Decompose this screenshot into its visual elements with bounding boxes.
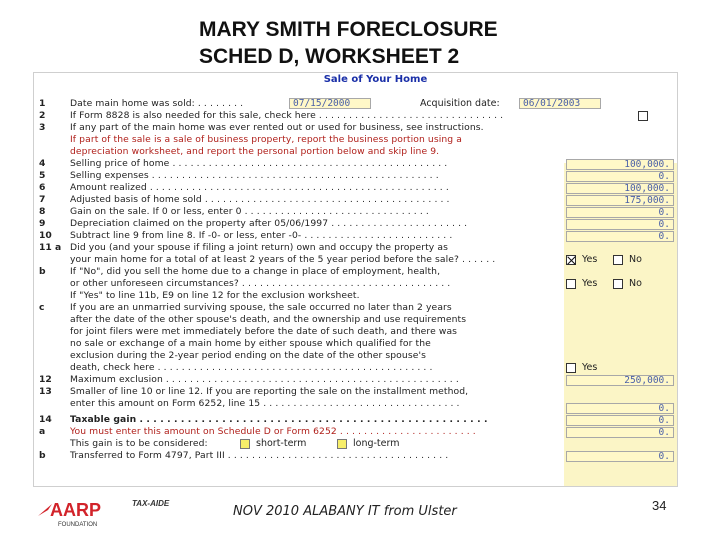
line-text: Depreciation claimed on the property after 05/06/1997 . . . . . . . . . . . . . . . . . . . . . . . [70,218,468,229]
aarp-wordmark: AARP [50,500,102,520]
footer-caption: NOV 2010 ALABANY IT from Ulster [233,504,457,519]
line-number: c [39,302,45,313]
line-11b-note [34,290,678,302]
long-term-label: long-term [353,438,400,449]
aarp-taxaide-logo [34,494,184,530]
line-text: or other unforeseen circumstances? . . . . . . . . . . . . . . . . . . . . . . . . . . . . . . . . . . . [70,278,451,289]
line-text: Amount realized . . . . . . . . . . . . . . . . . . . . . . . . . . . . . . . . . . . . . . . . . . . . . . . . . . [70,182,449,193]
line-3-cont2 [34,146,678,158]
tax-aide-text: TAX-AIDE [132,499,170,508]
line-number: 4 [39,158,46,169]
line-text: after the date of the other spouse's death, and the ownership and use requirements [70,314,467,325]
line-text: Date main home was sold: . . . . . . . . [70,98,244,109]
line-number: 13 [39,386,52,397]
line11b-no-checkbox[interactable] [613,279,623,289]
line-text: Subtract line 9 from line 8. If -0- or less, enter -0- . . . . . . . . . . . . . . . . . . . . . . . . . [70,230,453,241]
line-11c-cont1 [34,314,678,326]
line-text: Smaller of line 10 or line 12. If you are reporting the sale on the installment method, [70,386,469,397]
form-8828-checkbox[interactable] [638,111,648,121]
acquisition-date-field[interactable]: 06/01/2003 [519,98,601,109]
line-2 [34,110,678,122]
line-number: 11 a [39,242,62,253]
line-text: no sale or exchange of a main home by either spouse which qualified for the [70,338,431,349]
line-text: If Form 8828 is also needed for this sale, check here . . . . . . . . . . . . . . . . . . . . . . . . . . . . . . . [70,110,504,121]
line-3-cont [34,134,678,146]
line-text: You must enter this amount on Schedule D or Form 6252 . . . . . . . . . . . . . . . . . . . . . . . [70,426,476,437]
no-label: No [629,278,642,289]
gain-on-sale-amount[interactable]: 0. [566,207,674,218]
line-text: Transferred to Form 4797, Part III . . . . . . . . . . . . . . . . . . . . . . . . . . . . . . . . . . . . . [70,450,449,461]
line-number: b [39,266,46,277]
line-number: 14 [39,414,52,425]
slide-title [199,16,619,70]
line-text: If you are an unmarried surviving spouse, the sale occurred no later than 2 years [70,302,452,313]
yes-label: Yes [582,362,598,373]
line-text: for joint filers were met immediately before the date of such death, and there was [70,326,458,337]
line11a-yes-checkbox[interactable] [566,255,576,265]
line-11c-cont3 [34,338,678,350]
acquisition-date-label: Acquisition date: [420,98,500,109]
slide-title-line2: SCHED D, WORKSHEET 2 [199,45,460,68]
form-4797-amount[interactable]: 0. [566,451,674,462]
aarp-logo-graphic [34,494,184,530]
yes-label: Yes [582,278,598,289]
line-text: Selling price of home . . . . . . . . . . . . . . . . . . . . . . . . . . . . . . . . . . . . . . . . . . . . . . [70,158,448,169]
line-number: 10 [39,230,52,241]
line-text: Adjusted basis of home sold . . . . . . . . . . . . . . . . . . . . . . . . . . . . . . . . . . . . . . . . . [70,194,450,205]
line-text: exclusion during the 2-year period ending on the date of the other spouse's [70,350,426,361]
line-text: Did you (and your spouse if filing a joint return) own and occupy the property as [70,242,448,253]
line-text: Maximum exclusion . . . . . . . . . . . . . . . . . . . . . . . . . . . . . . . . . . . . . . . . . . . . . . . . . [70,374,459,385]
line11b-yes-checkbox[interactable] [566,279,576,289]
amount-realized-amount[interactable]: 100,000. [566,183,674,194]
line-11a [34,242,678,254]
line-number: 2 [39,110,46,121]
line-text: Taxable gain . . . . . . . . . . . . . . . . . . . . . . . . . . . . . . . . . . . . . . . . . . . . . . . . . . . [70,414,488,425]
line-text: depreciation worksheet, and report the personal portion below and skip line 9. [70,146,440,157]
depreciation-amount[interactable]: 0. [566,219,674,230]
date-sold-field[interactable]: 07/15/2000 [289,98,371,109]
schedule-d-amount[interactable]: 0. [566,427,674,438]
line-11c [34,302,678,314]
line-text: death, check here . . . . . . . . . . . . . . . . . . . . . . . . . . . . . . . . . . . . . . . . . . . . . . [70,362,433,373]
line-text: your main home for a total of at least 2 years of the 5 year period before the sale? . . . . . . [70,254,496,265]
line-text: If "Yes" to line 11b, E9 on line 12 for the exclusion worksheet. [70,290,360,301]
line-11c-cont2 [34,326,678,338]
line-11c-cont4 [34,350,678,362]
subtract-line9-amount[interactable]: 0. [566,231,674,242]
slide-title-line1: MARY SMITH FORECLOSURE [199,18,498,41]
line-number: 12 [39,374,52,385]
maximum-exclusion-amount[interactable]: 250,000. [566,375,674,386]
line-number: 7 [39,194,46,205]
line-number: 9 [39,218,46,229]
line-text: Selling expenses . . . . . . . . . . . . . . . . . . . . . . . . . . . . . . . . . . . . . . . . . . . . . . . . [70,170,439,181]
line-number: 3 [39,122,46,133]
line-text: If any part of the main home was ever rented out or used for business, see instructions. [70,122,484,133]
form-header: Sale of Your Home [323,74,428,85]
line-3 [34,122,678,134]
sale-of-home-worksheet [33,72,678,487]
yes-label: Yes [582,254,598,265]
short-term-checkbox[interactable] [240,439,250,449]
long-term-checkbox[interactable] [337,439,347,449]
line-text: enter this amount on Form 6252, line 15 . . . . . . . . . . . . . . . . . . . . . . . . . . . . . . . . . [70,398,460,409]
line-number: 5 [39,170,46,181]
taxable-gain-amount[interactable]: 0. [566,415,674,426]
selling-expenses-amount[interactable]: 0. [566,171,674,182]
adjusted-basis-amount[interactable]: 175,000. [566,195,674,206]
line-number: 1 [39,98,46,109]
line-number: 6 [39,182,46,193]
line-13 [34,386,678,398]
line-11b [34,266,678,278]
line-text: If "No", did you sell the home due to a change in place of employment, health, [70,266,441,277]
line-number: 8 [39,206,46,217]
selling-price-amount[interactable]: 100,000. [566,159,674,170]
short-term-label: short-term [256,438,307,449]
line11a-no-checkbox[interactable] [613,255,623,265]
no-label: No [629,254,642,265]
line-text: This gain is to be considered: [70,438,208,449]
line-number: b [39,450,46,461]
aarp-foundation-text: FOUNDATION [58,522,98,528]
smaller-line10-12-amount[interactable]: 0. [566,403,674,414]
line11c-yes-checkbox[interactable] [566,363,576,373]
line-text: If part of the sale is a sale of business property, report the business portion using a [70,134,462,145]
line-text: Gain on the sale. If 0 or less, enter 0 . . . . . . . . . . . . . . . . . . . . . . . . . . . . . . . [70,206,429,217]
page-number: 34 [652,498,667,513]
line-number: a [39,426,46,437]
